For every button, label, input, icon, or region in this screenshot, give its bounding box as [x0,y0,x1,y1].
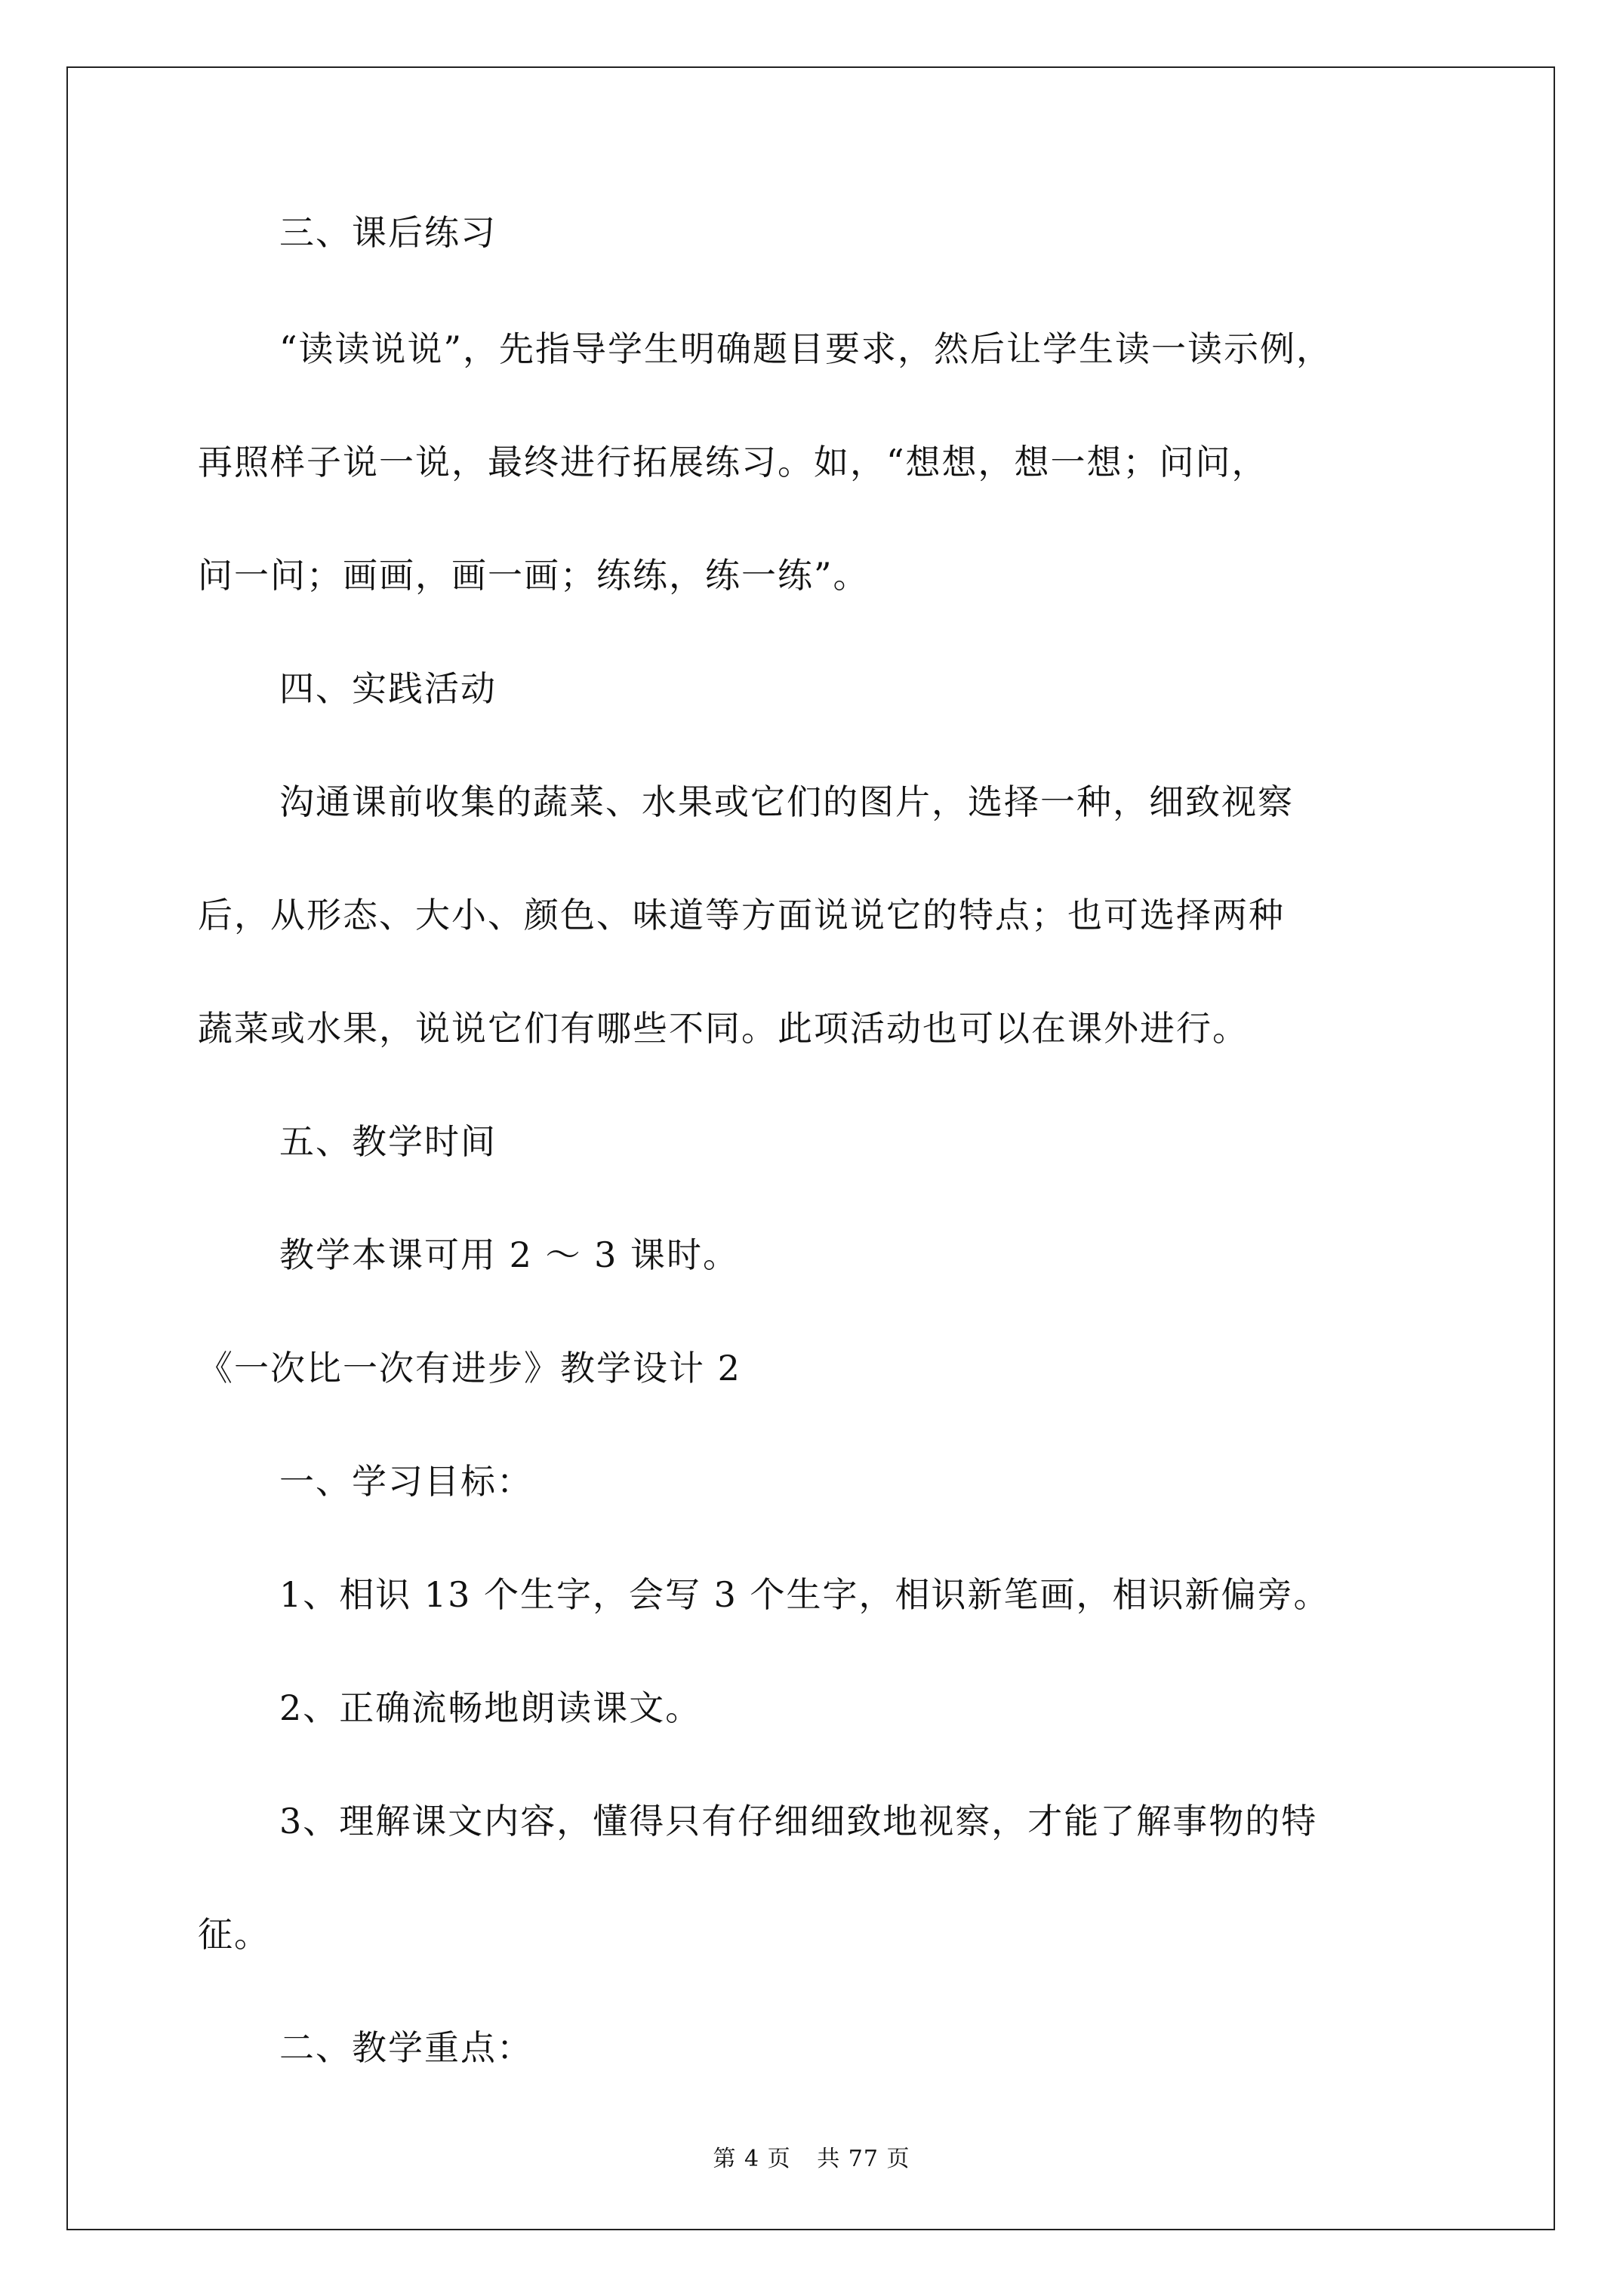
section-heading-goals: 一、学习目标： [279,1461,533,1502]
section-heading-practice: 四、实践活动 [279,668,497,709]
page-total: 共 77 页 [817,2146,910,2172]
page-number: 第 4 页 [713,2146,791,2172]
list-item: 1、相识 13 个生字，会写 3 个生字，相识新笔画，相识新偏旁。 [279,1574,1330,1615]
list-item: 3、理解课文内容，懂得只有仔细细致地视察，才能了解事物的特 [279,1801,1318,1841]
page-footer [0,2140,1623,2173]
list-item: 2、正确流畅地朗读课文。 [279,1687,702,1728]
paragraph-line: 问一问；画画，画一画；练练，练一练”。 [198,555,870,596]
section-heading-focus: 二、教学重点： [279,2027,533,2068]
section-heading-time: 五、教学时间 [279,1121,497,1162]
section-heading-exercises: 三、课后练习 [279,212,497,253]
paragraph-line: 教学本课可用 2 ～ 3 课时。 [279,1234,740,1275]
paragraph-line: 再照样子说一说，最终进行拓展练习。如，“想想，想一想；问问， [198,442,1268,482]
paragraph-line: 沟通课前收集的蔬菜、水果或它们的图片，选择一种，细致视察 [279,781,1294,822]
paragraph-line: 蔬菜或水果，说说它们有哪些不同。此项活动也可以在课外进行。 [198,1008,1249,1049]
document-subtitle: 《一次比一次有进步》教学设计 2 [198,1348,741,1388]
paragraph-line: 后，从形态、大小、颜色、味道等方面说说它的特点；也可选择两种 [198,895,1285,935]
paragraph-line: 征。 [198,1914,270,1955]
paragraph-line: “读读说说”，先指导学生明确题目要求，然后让学生读一读示例， [279,328,1333,369]
